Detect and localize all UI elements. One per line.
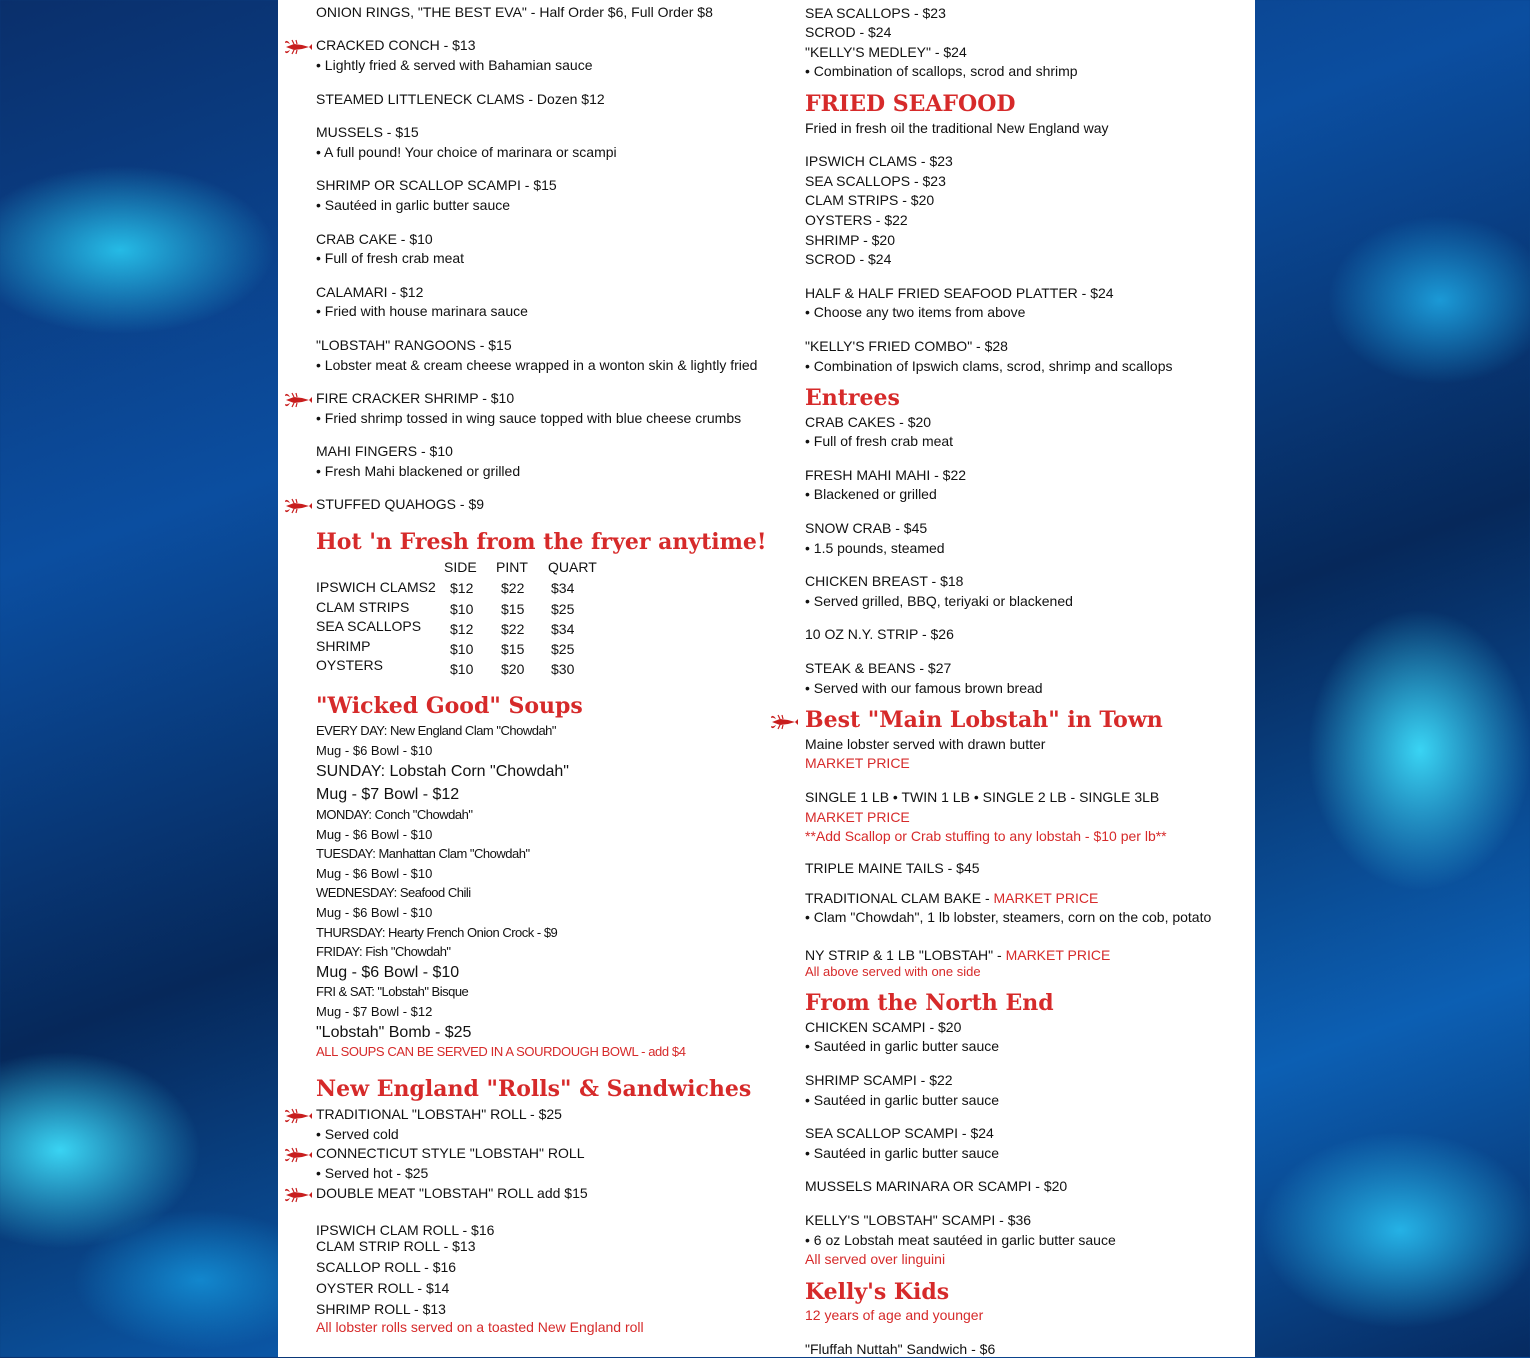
mahi-fingers: MAHI FINGERS - $10	[316, 443, 453, 459]
lobster-sizes: SINGLE 1 LB • TWIN 1 LB • SINGLE 2 LB - SINGLE 3LB	[805, 789, 1160, 805]
double-meat-roll: DOUBLE MEAT "LOBSTAH" ROLL add $15	[316, 1185, 588, 1201]
soup-line: MONDAY: Conch "Chowdah"	[316, 807, 473, 822]
soup-line: FRI & SAT: "Lobstah" Bisque	[316, 984, 469, 999]
mussels: MUSSELS - $15	[316, 124, 419, 140]
cracked-conch: CRACKED CONCH - $13	[316, 37, 476, 53]
maine-tails: TRIPLE MAINE TAILS - $45	[805, 860, 980, 876]
rolls-note: All lobster rolls served on a toasted New England roll	[316, 1319, 644, 1335]
shrimp-roll: SHRIMP ROLL - $13	[316, 1301, 446, 1317]
ipswich-clam-roll: IPSWICH CLAM ROLL - $16	[316, 1222, 495, 1238]
traditional-roll-desc: • Served cold	[316, 1126, 399, 1142]
mahi-mahi: FRESH MAHI MAHI - $22	[805, 467, 967, 483]
calamari-desc: • Fried with house marinara sauce	[316, 303, 528, 319]
fryer-row-name: SEA SCALLOPS	[316, 618, 422, 634]
clam-bake-desc: • Clam "Chowdah", 1 lb lobster, steamers, corn on the cob, potato	[805, 909, 1212, 925]
side-note: All above served with one side	[805, 964, 981, 979]
ny-strip: 10 OZ N.Y. STRIP - $26	[805, 626, 954, 642]
rangoons: "LOBSTAH" RANGOONS - $15	[316, 337, 512, 353]
fryer-row-pint: $15	[501, 601, 525, 617]
ny-strip-lobstah-price: MARKET PRICE	[1005, 947, 1111, 963]
fryer-row-side: $10	[450, 641, 474, 657]
fryer-col-pint: PINT	[496, 559, 528, 575]
fryer-row-side: $12	[450, 621, 474, 637]
firecracker-shrimp: FIRE CRACKER SHRIMP - $10	[316, 390, 515, 406]
mussels-desc: • A full pound! Your choice of marinara or scampi	[316, 144, 617, 160]
fryer-row-name: CLAM STRIPS	[316, 599, 410, 615]
soup-price: Mug - $7 Bowl - $12	[316, 786, 460, 803]
fried-item: CLAM STRIPS - $20	[805, 192, 935, 208]
stuffed-quahogs: STUFFED QUAHOGS - $9	[316, 496, 485, 512]
lobster-icon	[284, 38, 312, 56]
fluffah-nuttah: "Fluffah Nuttah" Sandwich - $6	[805, 1341, 996, 1357]
fryer-row-quart: $34	[551, 580, 575, 596]
lobster-icon	[284, 497, 312, 515]
fryer-row-quart: $25	[551, 601, 575, 617]
ny-strip-lobstah	[805, 947, 1110, 964]
soup-price: Mug - $6 Bowl - $10	[316, 964, 460, 981]
rangoons-desc: • Lobster meat & cream cheese wrapped in a wonton skin & lightly fried	[316, 357, 758, 373]
clam-bake-label: TRADITIONAL CLAM BAKE -	[805, 890, 994, 906]
soups-heading: "Wicked Good" Soups	[316, 693, 583, 719]
fryer-row-side: $10	[450, 601, 474, 617]
oyster-roll: OYSTER ROLL - $14	[316, 1280, 450, 1296]
crab-cakes-desc: • Full of fresh crab meat	[805, 433, 954, 449]
cracked-conch-desc: • Lightly fried & served with Bahamian sauce	[316, 57, 593, 73]
chicken-breast-desc: • Served grilled, BBQ, teriyaki or blackened	[805, 593, 1073, 609]
fryer-row-side: $10	[450, 661, 474, 677]
connecticut-roll-desc: • Served hot - $25	[316, 1165, 429, 1181]
fryer-row-name: IPSWICH CLAMS2	[316, 579, 436, 595]
main-lobstah-heading: Best "Main Lobstah" in Town	[805, 707, 1163, 733]
entrees-heading: Entrees	[805, 385, 900, 411]
steak-beans-desc: • Served with our famous brown bread	[805, 680, 1043, 696]
soup-price: Mug - $6 Bowl - $10	[316, 827, 433, 842]
crab-cakes: CRAB CAKES - $20	[805, 414, 932, 430]
fried-item: SCROD - $24	[805, 251, 892, 267]
fryer-row-side: $12	[450, 580, 474, 596]
fryer-row-name: SHRIMP	[316, 638, 371, 654]
soup-price: Mug - $6 Bowl - $10	[316, 905, 433, 920]
stuffing-note: **Add Scallop or Crab stuffing to any lobstah - $10 per lb**	[805, 828, 1167, 844]
soup-line: SUNDAY: Lobstah Corn "Chowdah"	[316, 763, 569, 780]
soup-price: Mug - $7 Bowl - $12	[316, 1004, 433, 1019]
kids-heading: Kelly's Kids	[805, 1279, 950, 1305]
sea-scallops-broiled: SEA SCALLOPS - $23	[805, 5, 946, 21]
lobstah-scampi-desc: • 6 oz Lobstah meat sautéed in garlic butter sauce	[805, 1232, 1116, 1248]
scrod-broiled: SCROD - $24	[805, 24, 892, 40]
fried-seafood-heading: FRIED SEAFOOD	[805, 91, 1016, 117]
main-lobstah-sub: Maine lobster served with drawn butter	[805, 736, 1046, 752]
market-price: MARKET PRICE	[805, 809, 910, 825]
crab-cake-desc: • Full of fresh crab meat	[316, 250, 465, 266]
lobster-icon	[284, 1107, 312, 1125]
lobster-icon	[284, 1146, 312, 1164]
lobstah-scampi: KELLY'S "LOBSTAH" SCAMPI - $36	[805, 1212, 1032, 1228]
fryer-row-name: OYSTERS	[316, 657, 383, 673]
half-half-platter-desc: • Choose any two items from above	[805, 304, 1026, 320]
shrimp-scampi-desc: • Sautéed in garlic butter sauce	[805, 1092, 1000, 1108]
linguini-note: All served over linguini	[805, 1251, 946, 1267]
crab-cake: CRAB CAKE - $10	[316, 231, 433, 247]
scampi: SHRIMP OR SCALLOP SCAMPI - $15	[316, 177, 557, 193]
fryer-row-quart: $30	[551, 661, 575, 677]
fryer-row-pint: $22	[501, 580, 525, 596]
fryer-row-quart: $25	[551, 641, 575, 657]
kids-sub: 12 years of age and younger	[805, 1307, 984, 1323]
lobstah-bomb: "Lobstah" Bomb - $25	[316, 1024, 472, 1041]
littleneck-clams: STEAMED LITTLENECK CLAMS - Dozen $12	[316, 91, 605, 107]
half-half-platter: HALF & HALF FRIED SEAFOOD PLATTER - $24	[805, 285, 1114, 301]
lobster-icon	[284, 1186, 312, 1204]
fried-item: OYSTERS - $22	[805, 212, 908, 228]
chicken-scampi: CHICKEN SCAMPI - $20	[805, 1019, 962, 1035]
lobster-icon	[284, 391, 312, 409]
rolls-heading: New England "Rolls" & Sandwiches	[316, 1076, 752, 1102]
fried-combo: "KELLY'S FRIED COMBO" - $28	[805, 338, 1008, 354]
soup-line: EVERY DAY: New England Clam "Chowdah"	[316, 723, 557, 738]
fryer-row-quart: $34	[551, 621, 575, 637]
fryer-row-pint: $22	[501, 621, 525, 637]
fryer-col-side: SIDE	[444, 559, 477, 575]
shrimp-scampi: SHRIMP SCAMPI - $22	[805, 1072, 953, 1088]
sea-scallop-scampi-desc: • Sautéed in garlic butter sauce	[805, 1145, 1000, 1161]
fried-item: SEA SCALLOPS - $23	[805, 173, 946, 189]
clam-bake-price: MARKET PRICE	[993, 890, 1099, 906]
fried-item: IPSWICH CLAMS - $23	[805, 153, 953, 169]
fried-item: SHRIMP - $20	[805, 232, 895, 248]
fryer-row-pint: $15	[501, 641, 525, 657]
firecracker-shrimp-desc: • Fried shrimp tossed in wing sauce topped with blue cheese crumbs	[316, 410, 742, 426]
soups-note: ALL SOUPS CAN BE SERVED IN A SOURDOUGH BOWL - add $4	[316, 1044, 686, 1059]
soup-price: Mug - $6 Bowl - $10	[316, 743, 433, 758]
clam-strip-roll: CLAM STRIP ROLL - $13	[316, 1238, 476, 1254]
north-end-heading: From the North End	[805, 990, 1054, 1016]
calamari: CALAMARI - $12	[316, 284, 424, 300]
soup-price: Mug - $6 Bowl - $10	[316, 866, 433, 881]
fryer-heading: Hot 'n Fresh from the fryer anytime!	[316, 529, 767, 555]
chicken-breast: CHICKEN BREAST - $18	[805, 573, 964, 589]
chicken-scampi-desc: • Sautéed in garlic butter sauce	[805, 1038, 1000, 1054]
lobster-icon	[770, 713, 798, 731]
snow-crab-desc: • 1.5 pounds, steamed	[805, 540, 945, 556]
mahi-mahi-desc: • Blackened or grilled	[805, 486, 937, 502]
mahi-fingers-desc: • Fresh Mahi blackened or grilled	[316, 463, 521, 479]
onion-rings: ONION RINGS, "THE BEST EVA" - Half Order $6, Full Order $8	[316, 4, 713, 20]
fried-seafood-sub: Fried in fresh oil the traditional New England way	[805, 120, 1109, 136]
steak-beans: STEAK & BEANS - $27	[805, 660, 952, 676]
connecticut-roll: CONNECTICUT STYLE "LOBSTAH" ROLL	[316, 1145, 585, 1161]
scallop-roll: SCALLOP ROLL - $16	[316, 1259, 457, 1275]
traditional-roll: TRADITIONAL "LOBSTAH" ROLL - $25	[316, 1106, 562, 1122]
scampi-desc: • Sautéed in garlic butter sauce	[316, 197, 511, 213]
kellys-medley: "KELLY'S MEDLEY" - $24	[805, 44, 967, 60]
fried-combo-desc: • Combination of Ipswich clams, scrod, shrimp and scallops	[805, 358, 1173, 374]
fryer-row-pint: $20	[501, 661, 525, 677]
soup-line: FRIDAY: Fish "Chowdah"	[316, 944, 451, 959]
soup-line: WEDNESDAY: Seafood Chili	[316, 885, 471, 900]
mussels-marinara: MUSSELS MARINARA OR SCAMPI - $20	[805, 1178, 1068, 1194]
market-price: MARKET PRICE	[805, 755, 910, 771]
soup-line: TUESDAY: Manhattan Clam "Chowdah"	[316, 846, 530, 861]
snow-crab: SNOW CRAB - $45	[805, 520, 928, 536]
fryer-col-quart: QUART	[548, 559, 597, 575]
clam-bake	[805, 890, 1098, 907]
soup-line: THURSDAY: Hearty French Onion Crock - $9	[316, 925, 558, 940]
ny-strip-lobstah-label: NY STRIP & 1 LB "LOBSTAH" -	[805, 947, 1006, 963]
sea-scallop-scampi: SEA SCALLOP SCAMPI - $24	[805, 1125, 994, 1141]
kellys-medley-desc: • Combination of scallops, scrod and shrimp	[805, 63, 1078, 79]
